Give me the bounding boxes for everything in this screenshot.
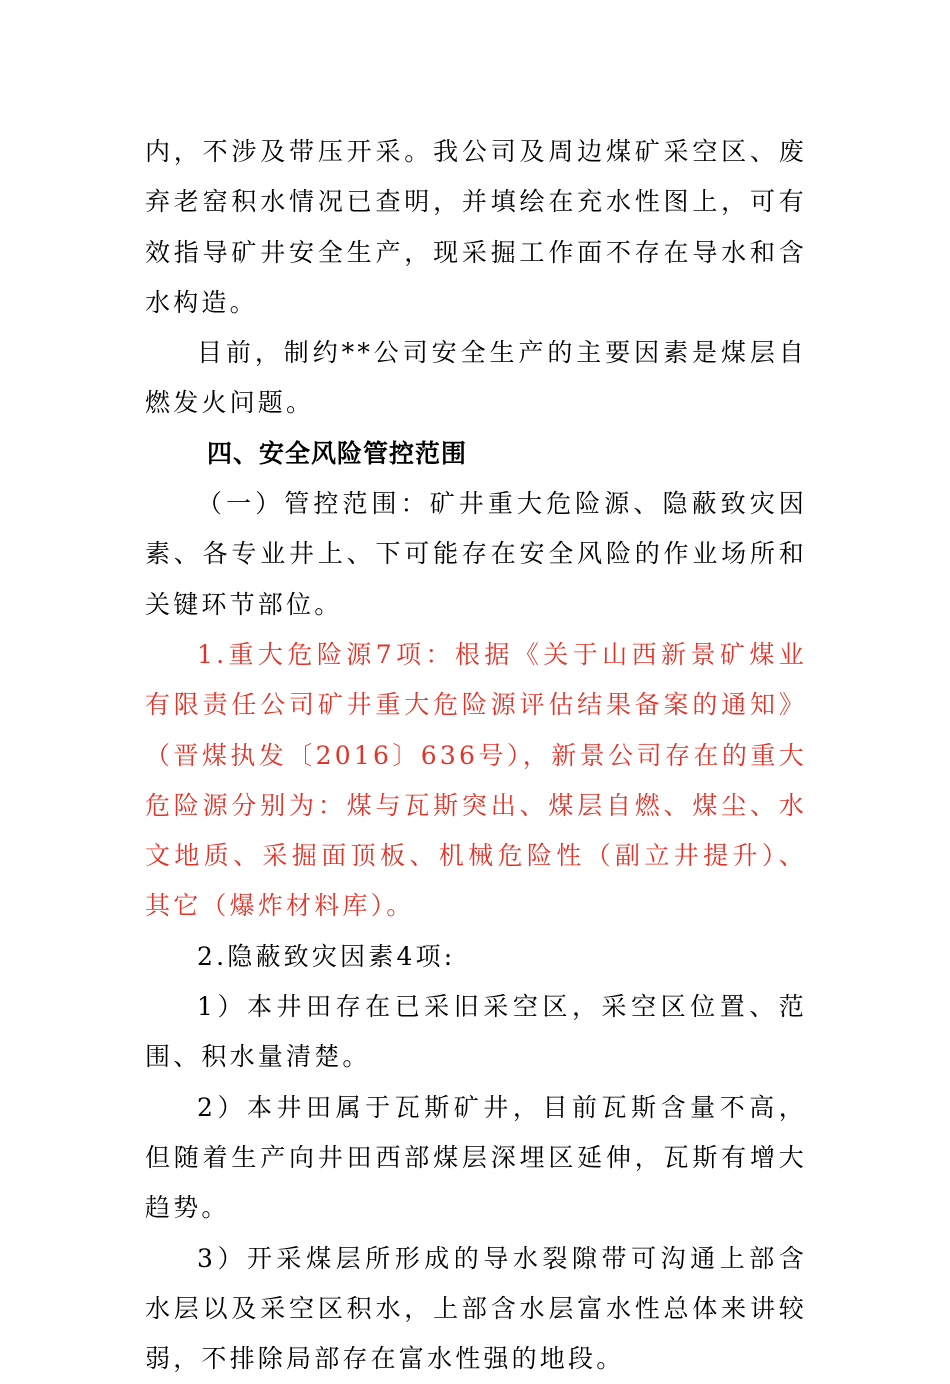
paragraph-factor-3: 3）开采煤层所形成的导水裂隙带可沟通上部含水层以及采空区积水，上部含水层富水性总体来讲较弱，不排除局部存在富水性强的地段。 [145, 1243, 807, 1374]
paragraph-factor-2: 2）本井田属于瓦斯矿井，目前瓦斯含量不高，但随着生产向井田西部煤层深埋区延伸，瓦斯有增大趋势。 [145, 1092, 807, 1223]
paragraph-hidden-factors-title: 2.隐蔽致灾因素4项: [197, 941, 456, 971]
paragraph-main-factor: 目前，制约**公司安全生产的主要因素是煤层自燃发火问题。 [145, 338, 807, 418]
paragraph-major-hazards: 1.重大危险源7项：根据《关于山西新景矿煤业有限责任公司矿井重大危险源评估结果备案的通知》（晋煤执发〔2016〕636号），新景公司存在的重大危险源分别为：煤与瓦斯突出、煤层自燃、煤尘、水文地质、采掘面顶板、机械危险性（副立井提升）、其它（爆炸材料库）。 [145, 639, 807, 921]
paragraph-factor-1: 1）本井田存在已采旧采空区，采空区位置、范围、积水量清楚。 [145, 992, 807, 1072]
paragraph-continuation: 内，不涉及带压开采。我公司及周边煤矿采空区、废弃老窑积水情况已查明，并填绘在充水性图上，可有效指导矿井安全生产，现采掘工作面不存在导水和含水构造。 [145, 137, 807, 317]
document-page [145, 127, 807, 1384]
paragraph-control-scope: （一）管控范围：矿井重大危险源、隐蔽致灾因素、各专业井上、下可能存在安全风险的作业场所和关键环节部位。 [145, 489, 807, 619]
section-heading: 四、安全风险管控范围 [207, 438, 468, 468]
